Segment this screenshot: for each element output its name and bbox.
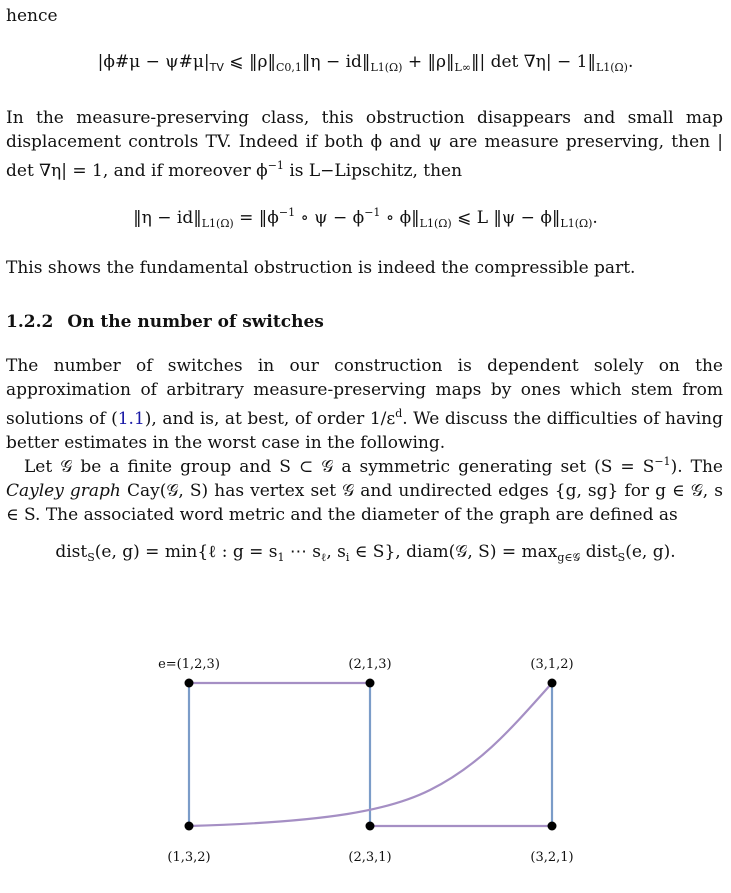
equation-lipschitz: ‖η − $id‖_{L1(\Omega)}$ = $‖\phi^{-1}$ ∘ $\psi - \phi^{-1}$ ∘ $\phi‖_{L1(\Omega)}$ ⩽ L ‖ψ − $\phi‖_{L1(\Omega)}$. [133, 206, 598, 230]
vertex-label-132: (1,3,2) [167, 850, 211, 865]
equation-tv-bound: |ϕ#μ − $\psi\#\mu|_{TV}$ ⩽ $‖\rho‖_{C0,1}‖\eta$ − $id‖_{L1(\Omega)}$ + $‖\rho‖_{L\infty}‖|$ $\det \nabla\eta| - 1‖_{L1(\Omega)}$. [97, 52, 634, 74]
vertex-label-231: (2,3,1) [348, 850, 392, 865]
vertex-312 [548, 679, 557, 688]
vertex-123 [185, 679, 194, 688]
paragraph-cayley-graph: Let 𝒢 be a finite group and S ⊂ 𝒢 a symmetric generating set $(S = S^{-1})$. The Cayley graph Cay(𝒢, S) has vertex set 𝒢 and undirected edges {g, sg} for g ∈ 𝒢, s ∈ S. The associated word metric and the diameter of the graph are defined as [6, 455, 723, 525]
vertex-213 [366, 679, 375, 688]
paragraph-measure-preserving: In the measure-preserving class, this obstruction disappears and small map displacement controls TV. Indeed if both ϕ and ψ are measure preserving, then | det ∇η| = 1, and if moreover $\phi^{-1}$ is L−Lipschitz, then [6, 108, 723, 181]
vertex-label-123: e=(1,2,3) [158, 657, 220, 672]
vertex-321 [548, 822, 557, 831]
vertex-label-213: (2,1,3) [348, 657, 392, 672]
vertex-132 [185, 822, 194, 831]
section-title: On the number of switches [67, 312, 324, 332]
equation-reference-link[interactable]: 1.1 [117, 409, 145, 429]
equation-word-metric: dist$_S$(e, g) = min{ℓ : $g = s_1$ ⋯ $s_\ell$, $s_i$ ∈ S}, diam(𝒢, $S) = \max_{g\in 𝒢}$ dist$_S$(e, g). [55, 542, 676, 564]
paragraph-number-of-switches: The number of switches in our construction is dependent solely on the approximation of arbitrary measure-preserving maps by ones which stem from solutions of (1.1), and is, at best, of order $1/\varepsilon^d$. We discuss the difficulties of having better estimates in the worst case in the following. [6, 356, 723, 453]
hence-text: hence [6, 6, 58, 26]
section-number: 1.2.2 [6, 312, 54, 332]
vertex-231 [366, 822, 375, 831]
cayley-graph-figure [0, 630, 731, 880]
paragraph-obstruction: This shows the fundamental obstruction is indeed the compressible part. [6, 258, 636, 278]
vertex-label-321: (3,2,1) [530, 850, 574, 865]
vertex-label-312: (3,1,2) [530, 657, 574, 672]
section-heading [6, 312, 324, 332]
